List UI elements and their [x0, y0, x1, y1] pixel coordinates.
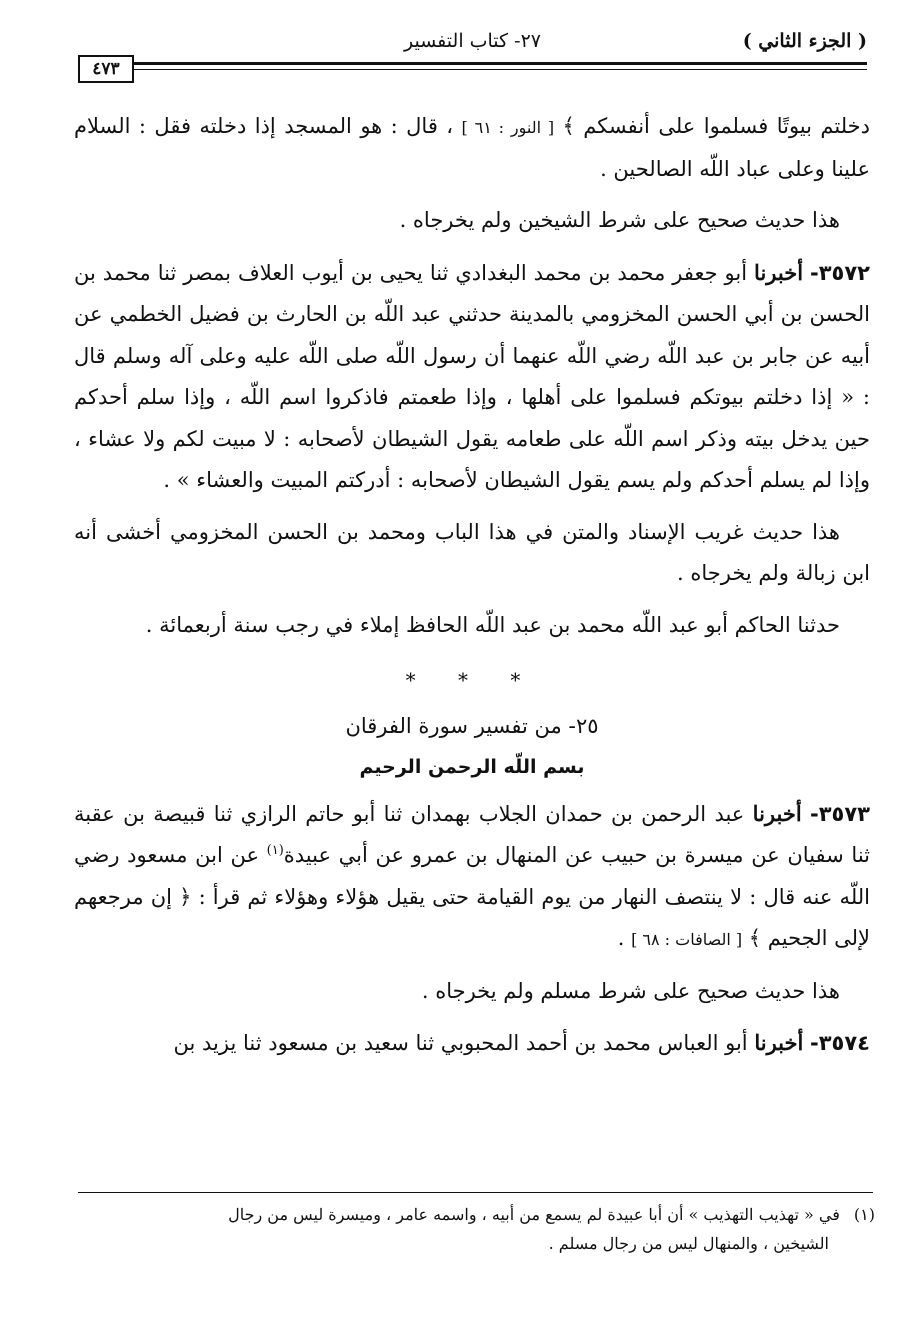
paragraph-continuation: [74, 106, 870, 190]
hadith-3574: [74, 1022, 870, 1065]
hadith-lead-word: أخبرنا: [754, 1030, 804, 1055]
footnotes: [78, 1200, 875, 1258]
hadith-lead-word: أخبرنا: [752, 800, 802, 826]
hadith-3573: [74, 793, 870, 961]
hadith-number: ٣٥٧٣-: [810, 801, 870, 826]
running-header: [78, 30, 867, 62]
hadith-text: أبو جعفر محمد بن محمد البغدادي ثنا يحيى بن أيوب العلاف بمصر ثنا محمد بن الحسن بن أبي الحسن المخزومي بالمدينة حدثني عبد اللّه بن الحارث بن فضيل الخطمي عن أبيه عن جابر بن عبد اللّه رضي اللّه عنهما أن رسول اللّه صلى اللّه عليه وعلى آله وسلم قال : « إذا دخلتم بيوتكم فسلموا على أهلها ، وإذا طعمتم فاذكروا اسم اللّه ، وإذا سلم أحدكم حين يدخل بيته وذكر اسم اللّه على طعامه يقول الشيطان لأصحابه : لا مبيت لكم ولا عشاء ، وإذا لم يسلم أحدكم ولم يسم يقول الشيطان لأصحابه : أدركتم المبيت والعشاء » .: [74, 260, 870, 492]
dictation-note: حدثنا الحاكم أبو عبد اللّه محمد بن عبد اللّه الحافظ إملاء في رجب سنة أربعمائة .: [145, 612, 840, 637]
hadith-text: عبد الرحمن بن حمدان الجلاب بهمدان ثنا أبو حاتم الرازي ثنا قبيصة بن عقبة ثنا سفيان عن ميسرة بن حبيب عن المنهال بن عمرو عن أبي عبيدة: [74, 801, 870, 867]
footnote-text: في « تهذيب التهذيب » أن أبا عبيدة لم يسمع من أبيه ، واسمه عامر ، وميسرة ليس من رجال: [228, 1205, 840, 1224]
paragraph-text: ، قال : هو المسجد إذا دخلته فقل : السلام علينا وعلى عباد اللّه الصالحين .: [74, 114, 870, 181]
page-number: ٤٧٣: [78, 55, 134, 83]
chapter-title: ٢٥- من تفسير سورة الفرقان: [345, 713, 599, 738]
hadith-text: .: [617, 926, 632, 950]
hadith-number: ٣٥٧٤-: [810, 1031, 870, 1055]
book-title: ٢٧- كتاب التفسير: [404, 30, 541, 52]
hadith-number: ٣٥٧٢-: [810, 260, 870, 285]
grading-note: هذا حديث صحيح على شرط مسلم ولم يخرجاه .: [421, 978, 840, 1003]
footnote-rule: [78, 1192, 873, 1193]
main-text: [74, 106, 870, 1065]
hadith-lead-word: أخبرنا: [754, 259, 804, 285]
footnote-number: (١): [853, 1205, 875, 1224]
hadith-3572: [74, 252, 870, 502]
footnote-line: الشيخين ، والمنهال ليس من رجال مسلم .: [548, 1234, 829, 1253]
footnote-line: [78, 1200, 875, 1229]
hadith-text: أبو العباس محمد بن أحمد المحبوبي ثنا سعيد بن مسعود ثنا يزيد بن: [173, 1031, 755, 1055]
grading-note: هذا حديث غريب الإسناد والمتن في هذا الباب ومحمد بن الحسن المخزومي أخشى أنه ابن زبالة ولم يخرجاه .: [74, 519, 870, 585]
section-separator: * * *: [405, 668, 539, 692]
part-label: ( الجزء الثاني ): [742, 30, 867, 52]
quran-reference: [ النور : ٦١ ]: [461, 118, 555, 137]
header-rule: [130, 62, 867, 70]
verse-text: دخلتم بيوتًا فسلموا على أنفسكم ﴾: [554, 114, 871, 138]
basmala: بسم اللّه الرحمن الرحيم: [359, 756, 585, 778]
footnote-marker: (١): [266, 843, 284, 858]
grading-note: هذا حديث صحيح على شرط الشيخين ولم يخرجاه .: [399, 208, 840, 232]
hadith-text: عن ابن مسعود رضي اللّه عنه قال : لا ينتصف النهار من يوم القيامة حتى يقيل هؤلاء وهؤلاء ثم قرأ : ﴿ إن مرجعهم لإلى الجحيم ﴾: [74, 843, 870, 950]
quran-reference: [ الصافات : ٦٨ ]: [631, 930, 743, 949]
